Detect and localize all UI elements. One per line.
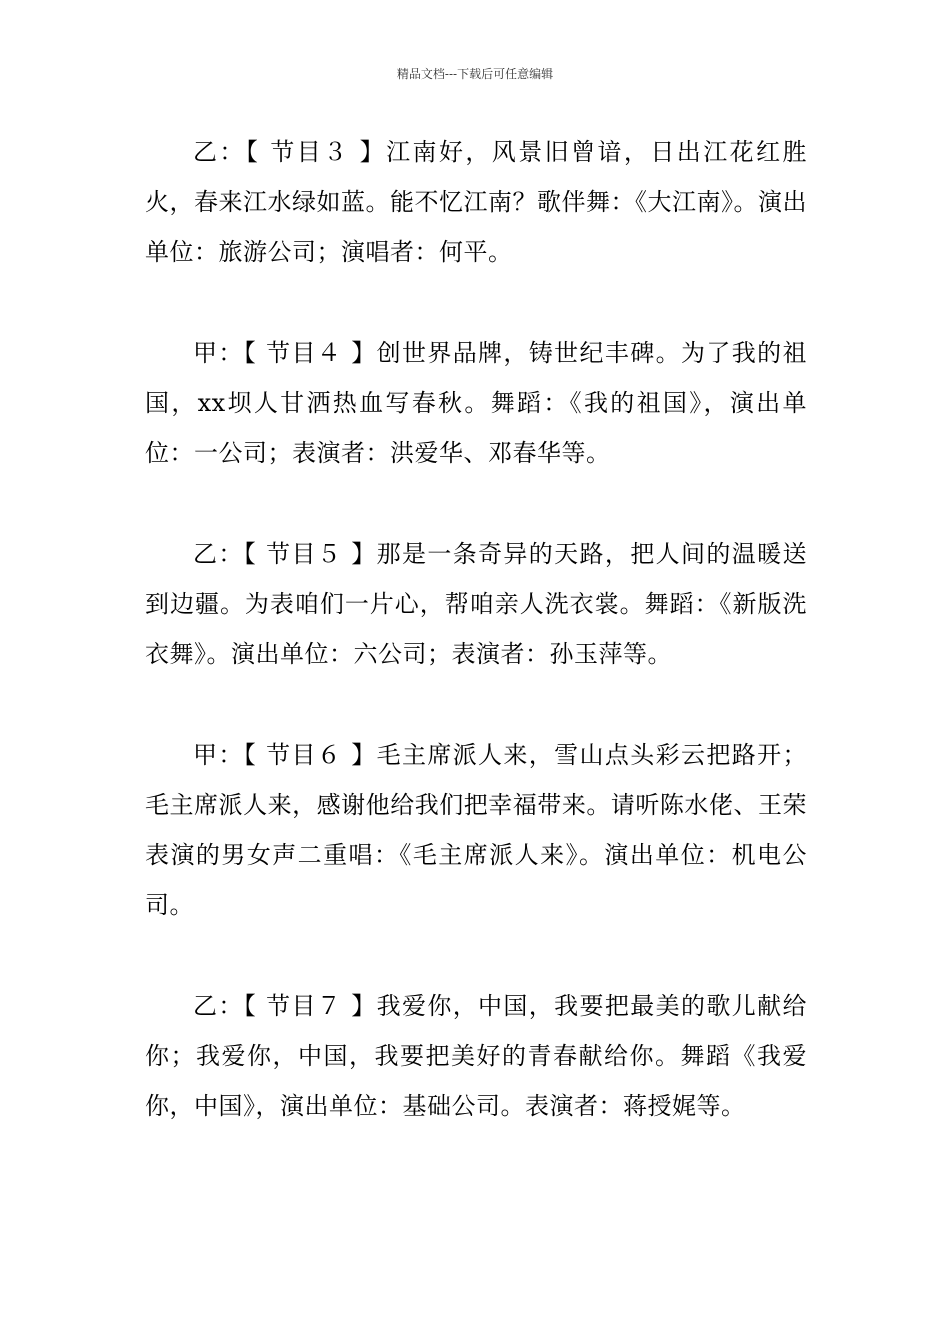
page-header: 精品文档---下载后可任意编辑: [396, 67, 554, 81]
paragraph-program-7: 乙：【 节目７ 】我爱你，中国，我要把最美的歌儿献给你；我爱你，中国，我要把美好的青春献给你。舞蹈《我爱你，中国》，演出单位：基础公司。表演者：蒋授娓等。: [145, 992, 807, 1120]
paragraph-program-6: 甲：【 节目６ 】毛主席派人来，雪山点头彩云把路开；毛主席派人来，感谢他给我们把幸福带来。请听陈水佬、王荣表演的男女声二重唱：《毛主席派人来》。演出单位：机电公司。: [145, 741, 807, 919]
paragraph-program-4: 甲：【 节目４ 】创世界品牌，铸世纪丰碑。为了我的祖国，xx坝人甘洒热血写春秋。舞蹈：《我的祖国》，演出单位：一公司；表演者：洪爱华、邓春华等。: [145, 339, 807, 467]
paragraph-program-5: 乙：【 节目５ 】那是一条奇异的天路，把人间的温暖送到边疆。为表咱们一片心，帮咱亲人洗衣裳。舞蹈：《新版洗衣舞》。演出单位：六公司；表演者：孙玉萍等。: [145, 540, 807, 668]
document-body: [145, 127, 807, 1182]
paragraph-program-3: 乙：【 节目３ 】江南好，风景旧曾谙，日出江花红胜火，春来江水绿如蓝。能不忆江南？歌伴舞：《大江南》。演出单位：旅游公司；演唱者：何平。: [145, 138, 807, 266]
